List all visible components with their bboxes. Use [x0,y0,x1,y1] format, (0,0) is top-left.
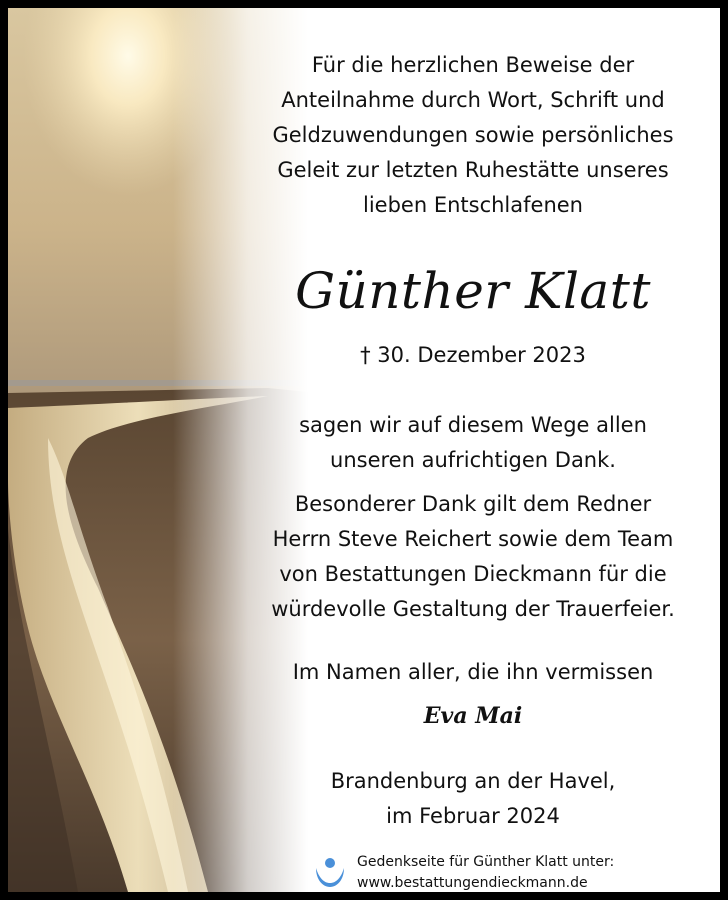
memorial-page-text [357,852,614,894]
special-thanks-line: von Bestattungen Dieckmann für die [279,562,667,586]
death-date: † 30. Dezember 2023 [360,343,586,367]
date-line: im Februar 2024 [386,804,560,828]
intro-text [238,48,708,223]
thanks-line: unseren aufrichtigen Dank. [330,448,616,472]
intro-line: Geleit zur letzten Ruhestätte unseres [277,158,669,182]
intro-line: lieben Entschlafenen [363,193,583,217]
thanks-text [238,408,708,478]
thanks-line: sagen wir auf diesem Wege allen [299,413,647,437]
special-thanks-line: Herrn Steve Reichert sowie dem Team [272,527,674,551]
intro-line: Anteilnahme durch Wort, Schrift und [281,88,665,112]
signer-name: Eva Mai [423,703,523,729]
memorial-page-label: Gedenkseite für Günther Klatt unter: [357,854,615,870]
memorial-logo-icon [313,856,347,890]
memorial-page-url[interactable]: www.bestattungendieckmann.de [357,875,588,891]
deceased-name: Günther Klatt [295,262,651,320]
place-date [238,764,708,834]
intro-line: Geldzuwendungen sowie persönliches [272,123,674,147]
special-thanks-text [238,487,708,627]
special-thanks-line: würdevolle Gestaltung der Trauerfeier. [271,597,675,621]
place-line: Brandenburg an der Havel, [330,769,616,793]
memorial-page-link[interactable] [313,852,713,894]
on-behalf-text: Im Namen aller, die ihn vermissen [292,660,654,684]
special-thanks-line: Besonderer Dank gilt dem Redner [294,492,652,516]
intro-line: Für die herzlichen Beweise der [311,53,635,77]
